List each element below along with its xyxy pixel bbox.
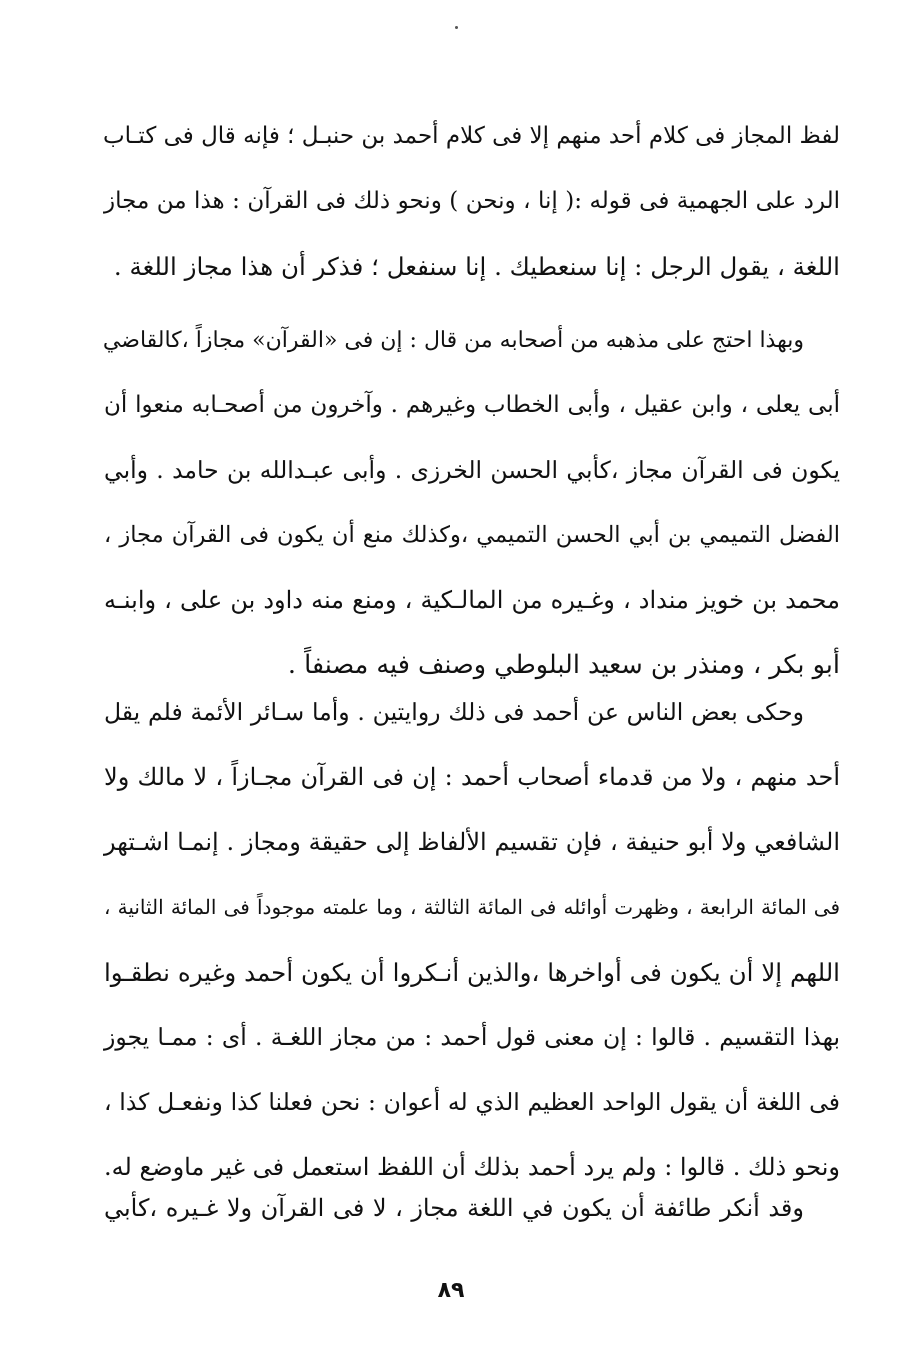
text-line: الفضل التميمي بن أبي الحسن التميمي ،وكذلك منع أن يكون فى القرآن مجاز ، <box>104 522 840 548</box>
text-line: محمد بن خويز منداد ، وغـيره من المالـكية ، ومنع منه داود بن على ، وابنـه <box>104 586 841 614</box>
text-line: وبهذا احتج على مذهبه من أصحابه من قال : إن فى «القرآن» مجازاً ،كالقاضي <box>102 328 804 353</box>
text-line: الرد على الجهمية فى قوله :( إنا ، ونحن ) ونحو ذلك فى القرآن : هذا من مجاز <box>104 188 840 214</box>
page-number: ٨٩ <box>437 1278 465 1303</box>
paragraph-3 <box>104 680 840 1200</box>
text-line: اللهم إلا أن يكون فى أواخرها ،والذين أنـكروا أن يكون أحمد وغيره نطقـوا <box>104 958 840 987</box>
text-line: فى المائة الرابعة ، وظهرت أوائله فى المائة الثالثة ، وما علمته موجوداً فى المائة الثانية ، <box>104 895 840 919</box>
paragraph-2 <box>104 308 840 698</box>
text-line: وقد أنكر طائفة أن يكون في اللغة مجاز ، لا فى القرآن ولا غـيره ،كأبي <box>104 1194 804 1222</box>
text-line: لفظ المجاز فى كلام أحد منهم إلا فى كلام أحمد بن حنبـل ؛ فإنه قال فى كتـاب <box>103 123 840 149</box>
text-line: وحكى بعض الناس عن أحمد فى ذلك روايتين . وأما سـائر الأئمة فلم يقل <box>104 698 804 726</box>
paragraph-1 <box>104 104 840 299</box>
text-line: يكون فى القرآن مجاز ،كأبي الحسن الخرزى . وأبى عبـدالله بن حامد . وأبي <box>104 456 840 484</box>
text-line: فى اللغة أن يقول الواحد العظيم الذي له أعوان : نحن فعلنا كذا ونفعـل كذا ، <box>104 1088 840 1116</box>
text-line: ونحو ذلك . قالوا : ولم يرد أحمد بذلك أن اللفظ استعمل فى غير ماوضع له. <box>104 1153 840 1181</box>
paragraph-4 <box>104 1176 840 1241</box>
text-line: بهذا التقسيم . قالوا : إن معنى قول أحمد : من مجاز اللغـة . أى : ممـا يجوز <box>104 1023 840 1051</box>
text-line: أحد منهم ، ولا من قدماء أصحاب أحمد : إن فى القرآن مجـازاً ، لا مالك ولا <box>104 763 840 791</box>
text-line: اللغة ، يقول الرجل : إنا سنعطيك . إنا سنفعل ؛ فذكر أن هذا مجاز اللغة . <box>113 252 840 281</box>
text-line: أبو بكر ، ومنذر بن سعيد البلوطي وصنف فيه مصنفاً . <box>287 650 840 680</box>
text-line: أبى يعلى ، وابن عقيل ، وأبى الخطاب وغيرهم . وآخرون من أصحـابه منعوا أن <box>104 392 840 418</box>
page-speck <box>455 26 458 29</box>
text-line: الشافعي ولا أبو حنيفة ، فإن تقسيم الألفاظ إلى حقيقة ومجاز . إنمـا اشـتهر <box>104 828 840 856</box>
